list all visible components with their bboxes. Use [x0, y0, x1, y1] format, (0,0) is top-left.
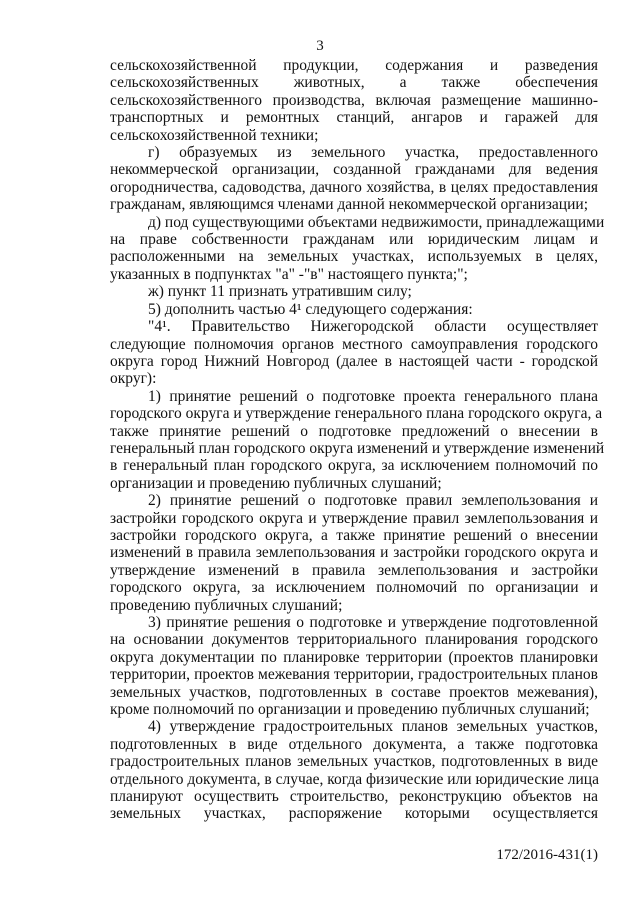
- text-line: 2) принятие решений о подготовке правил землепользования и: [148, 492, 598, 510]
- text-line: "4¹. Правительство Нижегородской области осуществляет: [148, 318, 598, 336]
- text-line: расположенными на земельных участках, используемых в целях,: [110, 248, 598, 266]
- text-line: д) под существующими объектами недвижимости, принадлежащими: [148, 213, 605, 231]
- text-line: г) образуемых из земельного участка, предоставленного: [148, 144, 598, 162]
- text-line: 1) принятие решений о подготовке проекта генерального плана: [148, 387, 598, 405]
- text-line: городского округа, за исключением полномочий по организации и: [110, 579, 598, 597]
- text-line: земельных участках, распоряжение которыми осуществляется: [110, 805, 598, 823]
- document-body: [110, 57, 605, 823]
- text-line: 4) утверждение градостроительных планов земельных участков,: [148, 718, 598, 736]
- text-line: огородничества, садоводства, дачного хозяйства, в целях предоставления: [110, 178, 598, 196]
- text-line: утверждение изменений в правила землепользования и застройки: [110, 561, 598, 579]
- text-line: указанных в подпунктах "а" -"в" настоящего пункта;";: [110, 265, 468, 283]
- text-line: округ):: [110, 370, 157, 388]
- text-line: следующие полномочия органов местного самоуправления городского: [110, 335, 598, 353]
- text-line: также принятие решений о подготовке предложений о внесении в: [110, 422, 598, 440]
- text-line: проведению публичных слушаний;: [110, 596, 343, 614]
- text-line: подготовленных в виде отдельного документа, а также подготовка: [110, 735, 598, 753]
- text-line: на праве собственности гражданам или юридическим лицам и: [110, 231, 598, 249]
- text-line: планируют осуществить строительство, реконструкцию объектов на: [110, 788, 598, 806]
- text-line: сельскохозяйственного производства, включая размещение машинно-: [110, 91, 598, 109]
- text-line: гражданам, являющимся членами данной некоммерческой организации;: [110, 196, 589, 214]
- text-line: сельскохозяйственной продукции, содержания и разведения: [110, 57, 598, 74]
- text-line: в генеральный план городского округа, за исключением полномочий по: [110, 457, 598, 475]
- text-line: градостроительных планов земельных участков, подготовленных в виде: [110, 753, 598, 771]
- text-line: городского округа и утверждение генерального плана городского округа, а: [110, 405, 603, 423]
- text-line: территории, проектов межевания территории, градостроительных планов: [110, 666, 598, 684]
- text-line: некоммерческой организации, созданной гражданами для ведения: [110, 161, 598, 179]
- text-line: округа документации по планировке территории (проектов планировки: [110, 648, 598, 666]
- page-number: 3: [316, 38, 324, 54]
- text-line: застройки городского округа и утверждение правил землепользования и: [110, 509, 598, 527]
- text-line: округа город Нижний Новгород (далее в настоящей части - городской: [110, 352, 598, 370]
- text-line: 3) принятие решения о подготовке и утверждение подготовленной: [148, 614, 598, 631]
- text-line: застройки городского округа, а также принятие решений о внесении: [110, 526, 598, 544]
- text-line: отдельного документа, в случае, когда физические или юридические лица: [110, 770, 599, 788]
- text-line: организации и проведению публичных слушаний;: [110, 474, 442, 492]
- text-line: генеральный план городского округа изменений и утверждение изменений: [110, 439, 605, 457]
- text-line: сельскохозяйственных животных, а также обеспечения: [110, 74, 598, 92]
- text-line: земельных участков, подготовленных в составе проектов межевания),: [110, 683, 598, 701]
- text-line: кроме полномочий по организации и проведению публичных слушаний;: [110, 701, 590, 719]
- text-line: на основании документов территориального планирования городского: [110, 631, 598, 649]
- document-code: 172/2016-431(1): [496, 847, 598, 863]
- text-line: 5) дополнить частью 4¹ следующего содержания:: [148, 300, 473, 318]
- text-line: сельскохозяйственной техники;: [110, 126, 319, 144]
- text-line: ж) пункт 11 признать утратившим силу;: [148, 283, 412, 301]
- text-line: изменений в правила землепользования и застройки городского округа и: [110, 544, 598, 562]
- text-line: транспортных и ремонтных станций, ангаров и гаражей для: [110, 109, 598, 127]
